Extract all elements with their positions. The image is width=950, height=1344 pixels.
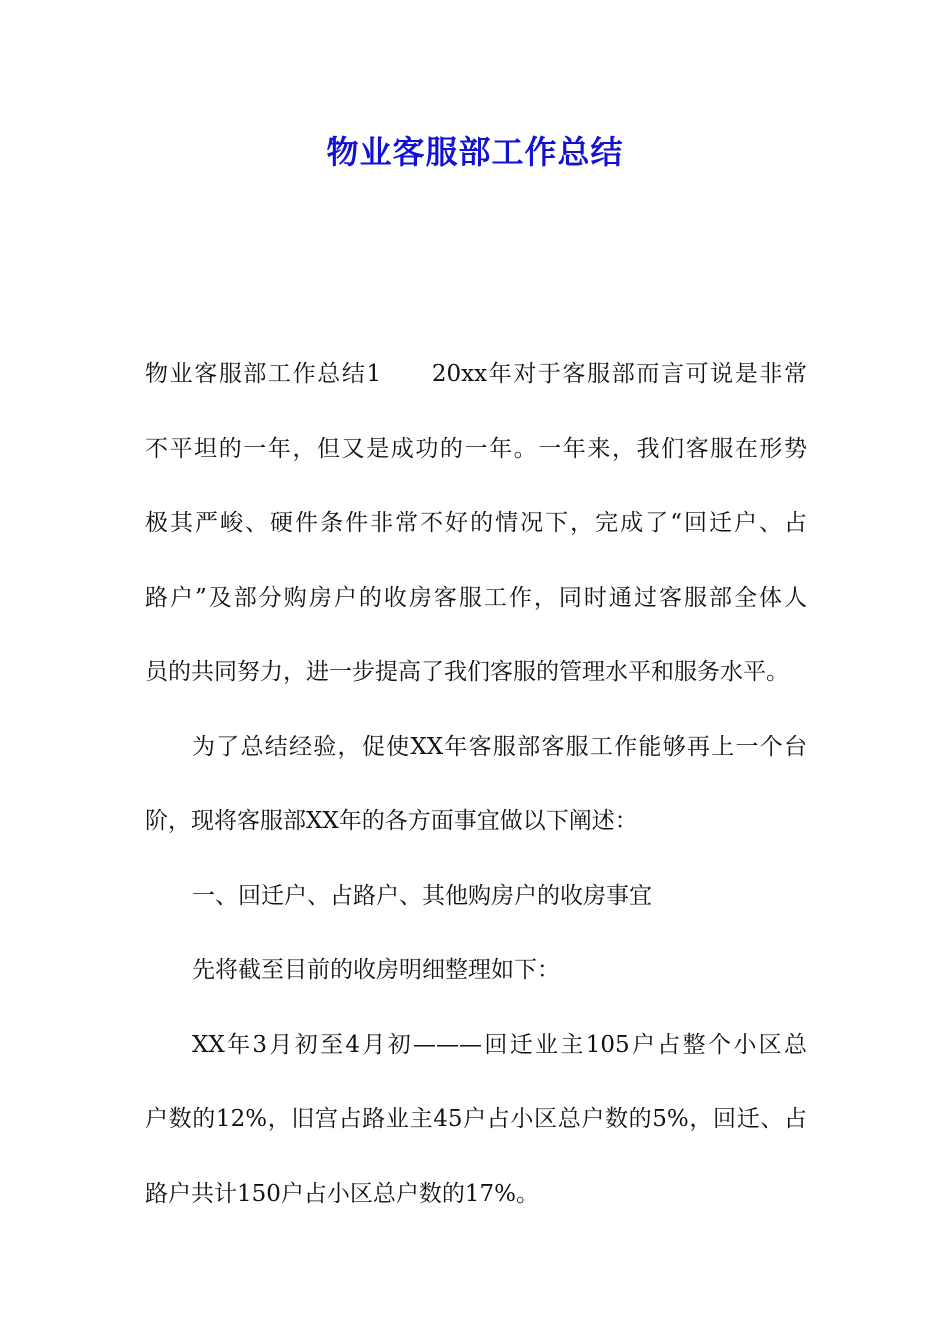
paragraph-line: 户数的12%，旧宫占路业主45户占小区总户数的5%，回迁、占 <box>145 1106 807 1132</box>
paragraph-line: 极其严峻、硬件条件非常不好的情况下，完成了“回迁户、占 <box>145 510 807 536</box>
document-body <box>145 337 807 1231</box>
paragraph-line: XX年3月初至4月初———回迁业主105户占整个小区总 <box>192 1031 807 1058</box>
section-heading: 一、回迁户、占路户、其他购房户的收房事宜 <box>192 882 652 909</box>
paragraph-line: 不平坦的一年，但又是成功的一年。一年来，我们客服在形势 <box>145 435 807 462</box>
paragraph-line: 先将截至目前的收房明细整理如下： <box>192 957 560 983</box>
paragraph-line: 员的共同努力，进一步提高了我们客服的管理水平和服务水平。 <box>145 659 789 685</box>
paragraph-line: 路户共计150户占小区总户数的17%。 <box>145 1180 540 1207</box>
paragraph-line: 阶，现将客服部XX年的各方面事宜做以下阐述： <box>145 808 638 834</box>
paragraph-line: 物业客服部工作总结1 20xx年对于客服部而言可说是非常 <box>145 361 807 387</box>
document-title: 物业客服部工作总结 <box>326 133 624 171</box>
paragraph-line: 路户”及部分购房户的收房客服工作，同时通过客服部全体人 <box>145 584 807 611</box>
paragraph-line: 为了总结经验，促使XX年客服部客服工作能够再上一个台 <box>192 733 807 760</box>
